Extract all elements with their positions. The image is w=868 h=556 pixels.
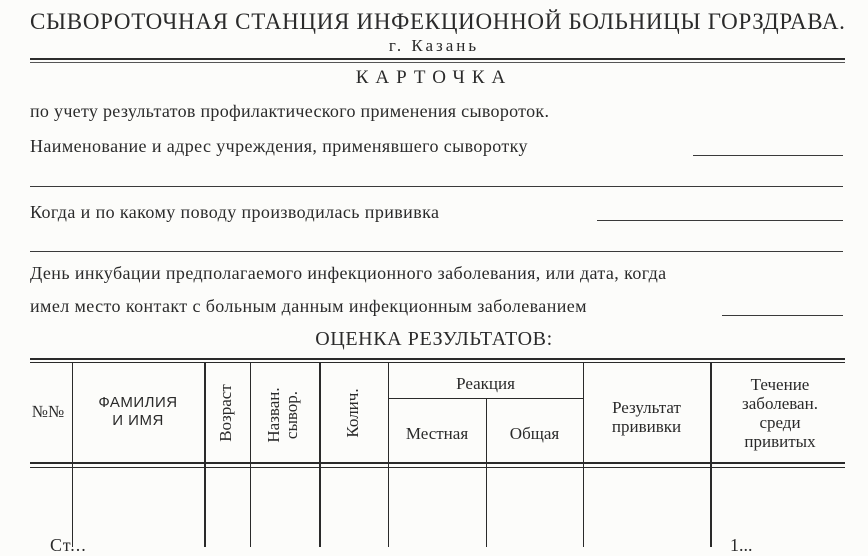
table-top-rule-thin (30, 362, 845, 363)
card-subtitle: по учету результатов профилактического применения сывороток. (30, 101, 550, 121)
col-reaction-general-header: Общая (509, 424, 560, 443)
table-top-rule (30, 358, 845, 360)
incubation-fill-line[interactable] (722, 315, 843, 316)
vaccination-when-fill-line-2[interactable] (30, 251, 843, 252)
header-bottom-rule (30, 462, 845, 464)
header-rule-thin (30, 62, 845, 63)
col-divider (250, 363, 251, 547)
col-course-line1: Течение (750, 375, 810, 394)
col-name-header (72, 394, 204, 430)
footer-text-fragment: Ст... (50, 535, 87, 555)
institution-label: Наименование и адрес учреждения, применявшего сыворотку (30, 136, 528, 156)
col-quantity-header: Колич. (343, 388, 362, 438)
vaccination-when-label: Когда и по какому поводу производилась прививка (30, 202, 440, 222)
col-course-line4: привитых (744, 432, 816, 451)
incubation-label-line1: День инкубации предполагаемого инфекционного заболевания, или дата, когда (30, 263, 667, 283)
col-course-header (712, 375, 848, 451)
station-title: СЫВОРОТОЧНАЯ СТАНЦИЯ ИНФЕКЦИОННОЙ БОЛЬНИЦЫ ГОРЗДРАВА. (30, 9, 846, 34)
header-bottom-rule-thin (30, 467, 845, 468)
institution-fill-line[interactable] (693, 155, 843, 156)
vaccination-when-fill-line[interactable] (597, 220, 843, 221)
col-name-line2: И ИМЯ (112, 412, 164, 429)
col-course-line2: заболеван. (742, 394, 818, 413)
city-line: г. Казань (388, 36, 480, 55)
institution-fill-line-2[interactable] (30, 186, 843, 187)
incubation-label-line2: имел место контакт с больным данным инфекционным заболеванием (30, 296, 587, 316)
col-divider (72, 363, 73, 547)
col-result-line1: Результат (612, 398, 681, 417)
col-serum-line1: Назван. (264, 387, 283, 443)
col-number-header: №№ (31, 402, 65, 421)
results-heading: ОЦЕНКА РЕЗУЛЬТАТОВ: (315, 328, 553, 350)
col-age-header: Возраст (216, 384, 235, 442)
col-serum-header (265, 360, 305, 470)
col-divider (486, 399, 487, 547)
col-result-header (583, 398, 710, 436)
card-heading: КАРТОЧКА (355, 67, 513, 88)
col-result-line2: прививки (611, 417, 682, 436)
col-course-line3: среди (759, 413, 801, 432)
col-serum-line2: сывор. (282, 390, 301, 440)
col-divider (583, 363, 584, 547)
col-reaction-header: Реакция (456, 374, 515, 393)
footer-text-fragment-right: 1... (730, 535, 753, 555)
col-reaction-local-header: Местная (405, 424, 469, 443)
col-divider (204, 363, 206, 547)
col-name-line1: ФАМИЛИЯ (98, 394, 178, 411)
header-rule-thick (30, 58, 845, 60)
col-divider (319, 363, 321, 547)
